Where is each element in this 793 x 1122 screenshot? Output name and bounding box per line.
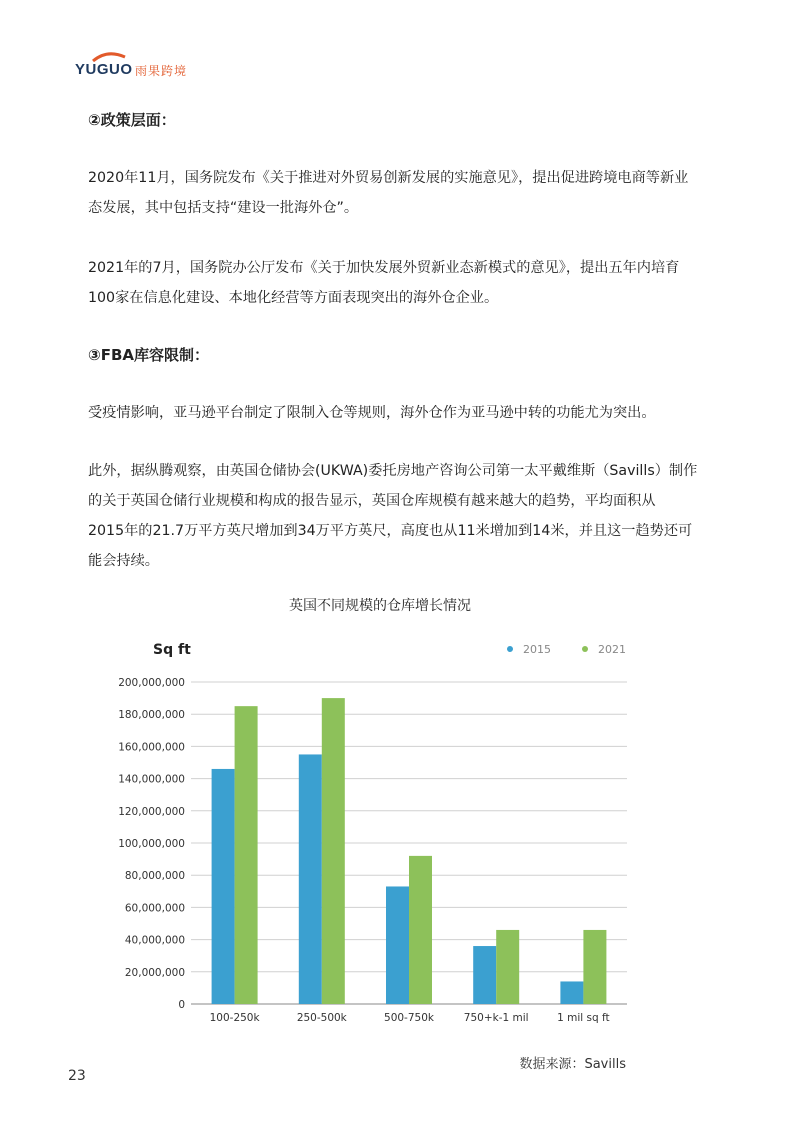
legend-label: 2021 bbox=[598, 643, 626, 656]
y-tick-label: 140,000,000 bbox=[118, 773, 185, 786]
policy-heading: ②政策层面： bbox=[88, 111, 176, 129]
y-tick-label: 180,000,000 bbox=[118, 709, 185, 722]
bar bbox=[496, 930, 519, 1004]
paragraph-line: 受疫情影响，亚马逊平台制定了限制入仓等规则，海外仓作为亚马逊中转的功能尤为突出。 bbox=[88, 405, 656, 421]
y-tick-label: 100,000,000 bbox=[118, 838, 185, 850]
x-tick-label: 500-750k bbox=[384, 1012, 434, 1024]
chart-source: 数据来源：Savills bbox=[519, 1057, 626, 1072]
paragraph-line: 100家在信息化建设、本地化经营等方面表现突出的海外仓企业。 bbox=[88, 290, 499, 306]
chart-title: 英国不同规模的仓库增长情况 bbox=[289, 598, 471, 614]
paragraph-line: 的关于英国仓储行业规模和构成的报告显示，英国仓库规模有越来越大的趋势，平均面积从 bbox=[88, 493, 656, 509]
paragraph-line: 2021年的7月，国务院办公厅发布《关于加快发展外贸新业态新模式的意见》，提出五年内培育 bbox=[88, 260, 680, 276]
y-tick-label: 160,000,000 bbox=[118, 741, 185, 754]
logo-text: YUGUO bbox=[75, 61, 133, 78]
fba-heading: ③FBA库容限制： bbox=[88, 346, 209, 364]
logo-chinese-name: 雨果跨境 bbox=[135, 64, 188, 78]
paragraph-line: 2020年11月，国务院发布《关于推进对外贸易创新发展的实施意见》，提出促进跨境电商等新业 bbox=[88, 170, 689, 186]
y-tick-label: 20,000,000 bbox=[124, 966, 185, 979]
y-axis-label: Sq ft bbox=[153, 642, 191, 658]
x-tick-label: 250-500k bbox=[296, 1012, 347, 1024]
bar bbox=[583, 930, 606, 1004]
bar bbox=[386, 886, 409, 1004]
bar bbox=[212, 769, 235, 1004]
legend-marker bbox=[582, 646, 588, 652]
bar bbox=[473, 946, 496, 1004]
legend-label: 2015 bbox=[523, 643, 551, 656]
paragraph-line: 态发展，其中包括支持“建设一批海外仓”。 bbox=[88, 200, 359, 216]
paragraph-line: 2015年的21.7万平方英尺增加到34万平方英尺，高度也从11米增加到14米，并且这一趋势还可 bbox=[88, 523, 693, 539]
paragraph-line: 能会持续。 bbox=[88, 553, 159, 569]
y-tick-label: 0 bbox=[178, 999, 185, 1011]
x-tick-label: 750+k-1 mil bbox=[463, 1012, 529, 1024]
y-tick-label: 60,000,000 bbox=[124, 902, 185, 915]
bar bbox=[322, 698, 345, 1004]
bar bbox=[409, 856, 432, 1004]
bar bbox=[299, 754, 322, 1004]
y-tick-label: 120,000,000 bbox=[118, 805, 185, 818]
y-tick-label: 80,000,000 bbox=[124, 870, 185, 883]
page-number: 23 bbox=[68, 1068, 86, 1084]
x-tick-label: 100-250k bbox=[209, 1012, 260, 1024]
y-tick-label: 200,000,000 bbox=[118, 677, 185, 689]
bar bbox=[560, 981, 583, 1004]
bar bbox=[235, 706, 258, 1004]
legend-marker bbox=[507, 646, 513, 652]
x-tick-label: 1 mil sq ft bbox=[557, 1012, 610, 1024]
paragraph-line: 此外，据纵腾观察，由英国仓储协会(UKWA)委托房地产咨询公司第一太平戴维斯（Savills）制作 bbox=[88, 463, 698, 479]
y-tick-label: 40,000,000 bbox=[124, 934, 185, 947]
